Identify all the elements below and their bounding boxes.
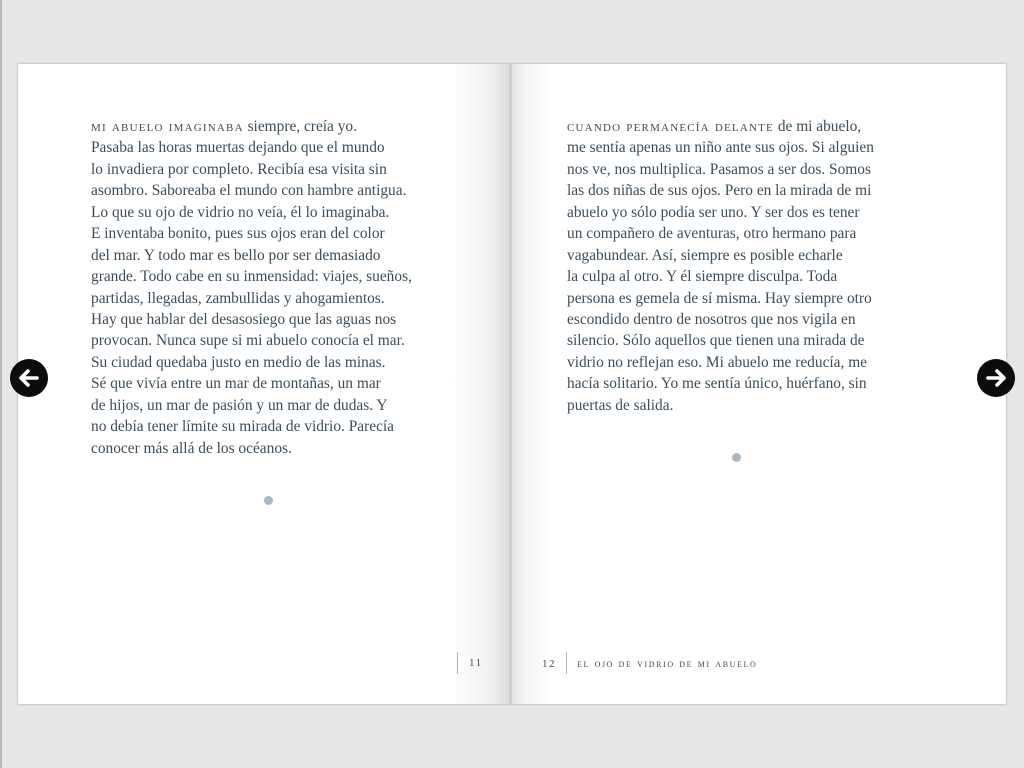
- text-line: un compañero de aventuras, otro hermano para: [567, 225, 857, 243]
- lead-smallcaps: mi abuelo imaginaba: [91, 118, 244, 135]
- text-line: escondido dentro de nosotros que nos vigila en: [567, 310, 856, 328]
- text-line: nos ve, nos multiplica. Pasamos a ser dos. Somos: [567, 160, 871, 178]
- text-line: cuando permanecía delante de mi abuelo,: [567, 118, 862, 135]
- page-number: 12: [542, 658, 556, 670]
- previous-page-button[interactable]: [10, 359, 48, 397]
- folio-divider: [457, 652, 458, 674]
- text-line: conocer más allá de los océanos.: [91, 439, 292, 457]
- page-number: 11: [469, 657, 483, 669]
- next-page-button[interactable]: [977, 359, 1015, 397]
- text-line: asombro. Saboreaba el mundo con hambre antigua.: [91, 182, 407, 200]
- text-line: vagabundear. Así, siempre es posible echarle: [567, 246, 843, 264]
- page-left-text: [91, 116, 412, 459]
- text-line: Sé que vivía entre un mar de montañas, un mar: [91, 375, 381, 393]
- page-right[interactable]: [512, 64, 1006, 704]
- text-line: las dos niñas de sus ojos. Pero en la mirada de mi: [567, 182, 872, 200]
- text-line: vidrio no reflejan eso. Mi abuelo me reducía, me: [567, 353, 868, 371]
- section-ornament-dot: [732, 453, 741, 462]
- text-line: persona es gemela de sí misma. Hay siempre otro: [567, 289, 872, 307]
- arrow-left-icon: [10, 359, 48, 397]
- text-line: Hay que hablar del desasosiego que las aguas nos: [91, 310, 397, 328]
- text-line: me sentía apenas un niño ante sus ojos. Si alguien: [567, 139, 874, 157]
- viewer-left-edge: [0, 0, 2, 768]
- folio-right: [542, 652, 757, 674]
- text-line: E inventaba bonito, pues sus ojos eran del color: [91, 225, 385, 243]
- section-ornament-dot: [264, 496, 273, 505]
- text-line: de hijos, un mar de pasión y un mar de dudas. Y: [91, 396, 388, 414]
- text-line: Pasaba las horas muertas dejando que el mundo: [91, 139, 385, 157]
- text-line: Lo que su ojo de vidrio no veía, él lo imaginaba.: [91, 203, 390, 221]
- folio-divider: [566, 652, 567, 674]
- text-line: partidas, llegadas, zambullidas y ahogamientos.: [91, 289, 385, 307]
- text-line: Su ciudad quedaba justo en medio de las minas.: [91, 353, 386, 371]
- text-line: abuelo yo sólo podía ser uno. Y ser dos es tener: [567, 203, 860, 221]
- text-line: lo invadiera por completo. Recibía esa visita sin: [91, 160, 387, 178]
- text-line: grande. Todo cabe en su inmensidad: viajes, sueños,: [91, 268, 412, 286]
- running-head: el ojo de vidrio de mi abuelo: [577, 656, 758, 670]
- page-left[interactable]: [18, 64, 510, 704]
- arrow-right-icon: [977, 359, 1015, 397]
- page-right-text: [567, 116, 874, 416]
- text-line: hacía solitario. Yo me sentía único, huérfano, sin: [567, 375, 867, 393]
- text-line: no debía tener límite su mirada de vidrio. Parecía: [91, 418, 395, 436]
- text-line: la culpa al otro. Y él siempre disculpa. Toda: [567, 268, 838, 286]
- text-line: silencio. Sólo aquellos que tienen una mirada de: [567, 332, 865, 350]
- text-line: puertas de salida.: [567, 396, 674, 414]
- text-line: del mar. Y todo mar es bello por ser demasiado: [91, 246, 381, 264]
- folio-left: [457, 652, 483, 674]
- text-line: mi abuelo imaginaba siempre, creía yo.: [91, 118, 357, 135]
- book-spread: [18, 64, 1006, 704]
- lead-smallcaps: cuando permanecía delante: [567, 118, 774, 135]
- text-line: provocan. Nunca supe si mi abuelo conocía el mar.: [91, 332, 405, 350]
